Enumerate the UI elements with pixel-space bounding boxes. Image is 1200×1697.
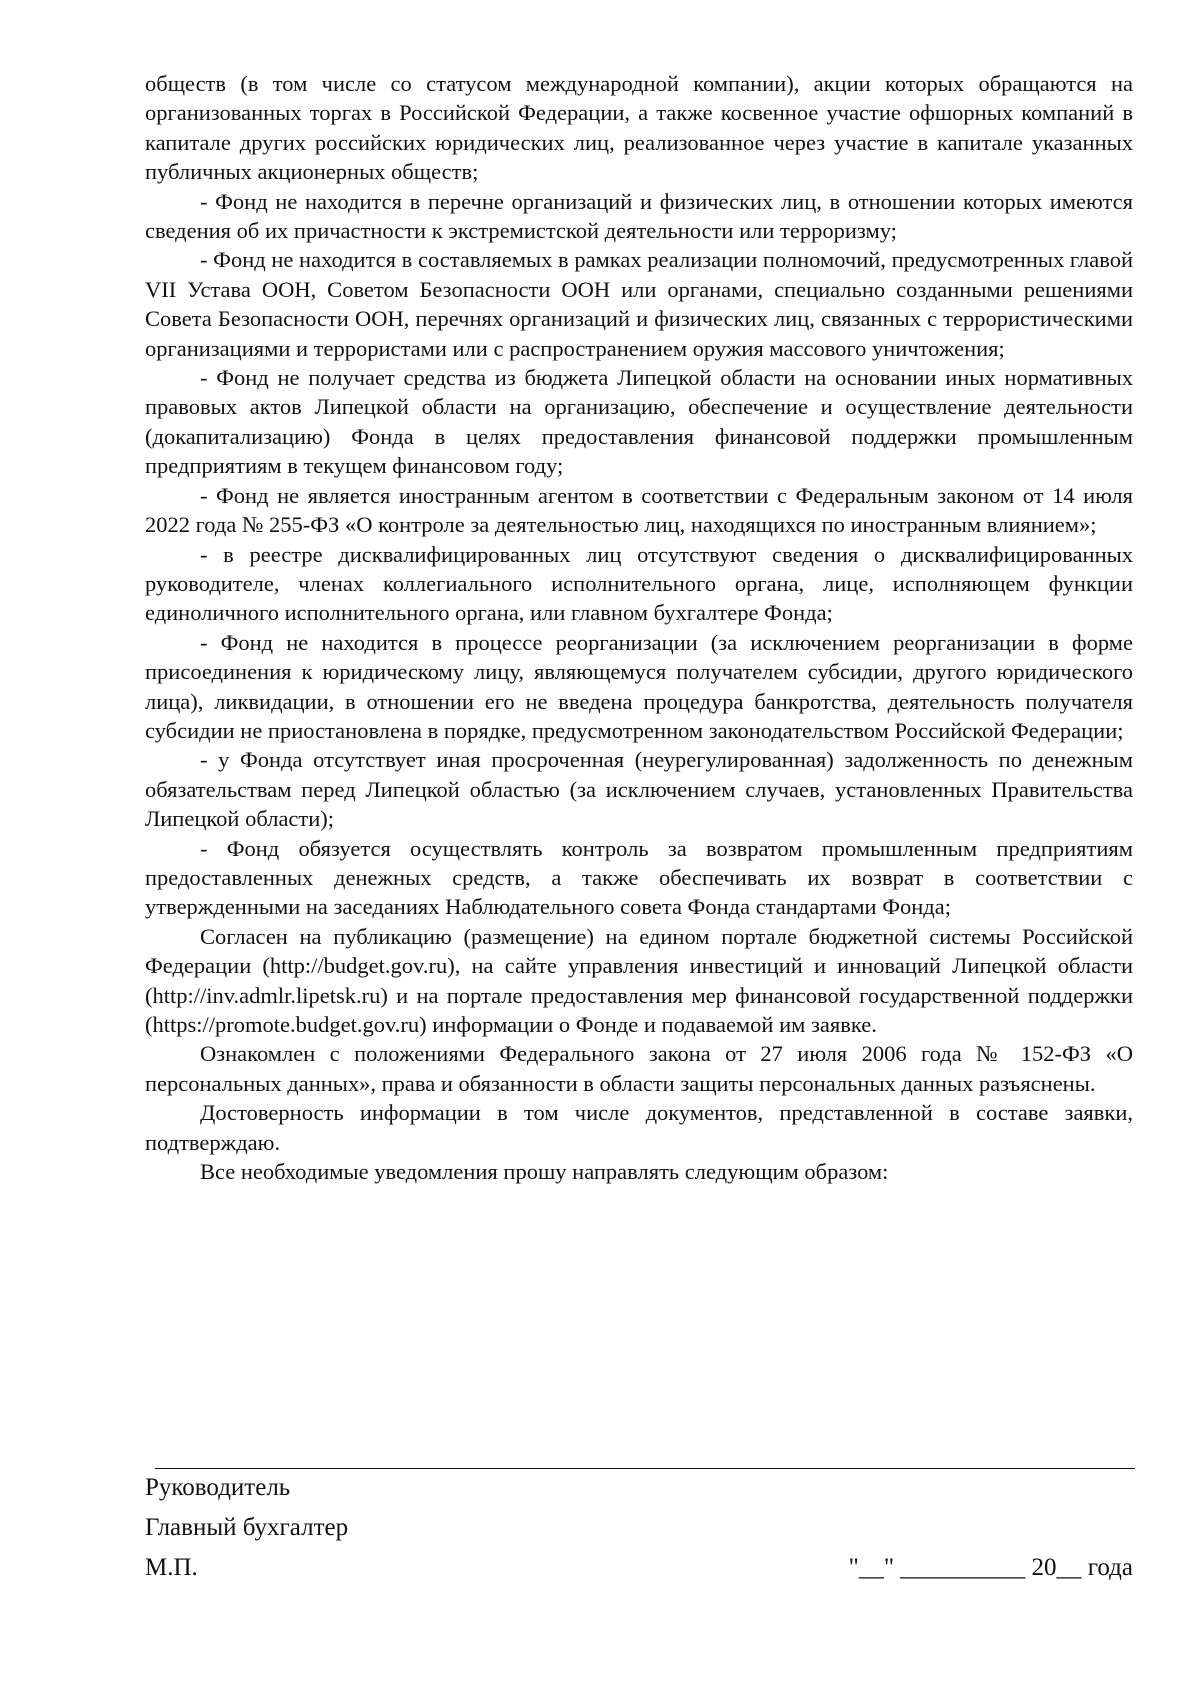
- signature-head-label: Руководитель: [145, 1474, 291, 1501]
- paragraph-offshore-continuation: обществ (в том числе со статусом международной компании), акции которых обращаются на организованных торгах в Российской Федерации, а также косвенное участие офшорных компаний в капитале других российских юридических лиц, реализованное через участие в капитале указанных публичных акционерных обществ;: [145, 71, 1133, 185]
- paragraph-foreign-agent: - Фонд не является иностранным агентом в соответствии с Федеральным законом от 14 июля 2022 года № 255-ФЗ «О контроле за деятельностью лиц, находящихся по иностранным влиянием»;: [145, 482, 1133, 538]
- signature-accountant-label: Главный бухгалтер: [145, 1514, 349, 1541]
- paragraph-regional-budget: - Фонд не получает средства из бюджета Липецкой области на основании иных нормативных правовых актов Липецкой области на организацию, обеспечение и осуществление деятельности (докапитализацию) Фонда в целях предоставления финансовой поддержки промышленным предприятиям в текущем финансовом году;: [145, 365, 1133, 479]
- paragraph-overdue-debt: - у Фонда отсутствует иная просроченная (неурегулированная) задолженность по денежным обязательствам перед Липецкой областью (за исключением случаев, установленных Правительства Липецкой области);: [145, 747, 1133, 832]
- paragraph-repayment-control: - Фонд обязуется осуществлять контроль за возвратом промышленным предприятиям предоставленных денежных средств, а также обеспечивать их возврат в соответствии с утвержденными на заседаниях Наблюдательного совета Фонда стандартами Фонда;: [145, 835, 1133, 920]
- paragraph-publication-consent: Согласен на публикацию (размещение) на едином портале бюджетной системы Российской Федерации (http://budget.gov.ru), на сайте управления инвестиций и инноваций Липецкой области (http://inv.admlr.lipetsk.ru) и на портале предоставления мер финансовой государственной поддержки (https://promote.budget.gov.ru) информации о Фонде и подаваемой им заявке.: [145, 923, 1133, 1037]
- paragraph-reliability: Достоверность информации в том числе документов, представленной в составе заявки, подтверждаю.: [145, 1100, 1133, 1155]
- paragraph-un-sanctions-list: - Фонд не находится в составляемых в рамках реализации полномочий, предусмотренных главой VII Устава ООН, Советом Безопасности ООН или органами, специально созданными решениями Совета Безопасности ООН, перечнях организаций и физических лиц, связанных с террористическими организациями и террористами или с распространением оружия массового уничтожения;: [145, 247, 1133, 361]
- paragraph-extremism-list: - Фонд не находится в перечне организаций и физических лиц, в отношении которых имеются сведения об их причастности к экстремистской деятельности или терроризму;: [145, 188, 1133, 244]
- document-body: [145, 69, 1133, 1186]
- paragraph-disqualified-persons: - в реестре дисквалифицированных лиц отсутствуют сведения о дисквалифицированных руководителе, членах коллегиального исполнительного органа, лице, исполняющем функции единоличного исполнительного органа, или главном бухгалтере Фонда;: [145, 541, 1133, 626]
- paragraph-personal-data: Ознакомлен с положениями Федерального закона от 27 июля 2006 года № 152-ФЗ «О персональных данных», права и обязанности в области защиты персональных данных разъяснены.: [145, 1041, 1133, 1096]
- notification-blank-line: [155, 1468, 1135, 1469]
- date-line: "__" __________ 20__ года: [848, 1554, 1133, 1581]
- paragraph-reorganization: - Фонд не находится в процессе реорганизации (за исключением реорганизации в форме присоединения к юридическому лицу, являющемуся получателем субсидии, другого юридического лица), ликвидации, в отношении его не введена процедура банкротства, деятельность получателя субсидии не приостановлена в порядке, предусмотренном законодательством Российской Федерации;: [145, 629, 1133, 743]
- paragraph-notifications: Все необходимые уведомления прошу направлять следующим образом:: [200, 1159, 889, 1185]
- stamp-label: М.П.: [145, 1554, 198, 1581]
